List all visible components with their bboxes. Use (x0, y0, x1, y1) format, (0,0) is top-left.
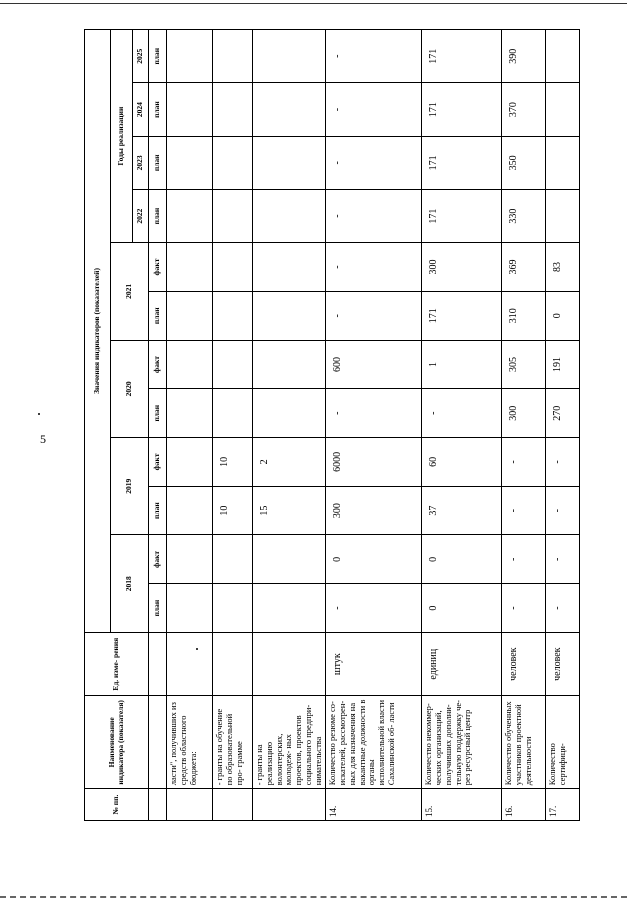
cell-2022-plan (167, 189, 213, 242)
row-name: Количество некоммер- ческих организаций, получивших дополни- тельную поддержку че- рез ресурсный центр (422, 696, 502, 789)
cell-2023-plan (213, 136, 253, 189)
cell-2022-plan (253, 189, 326, 242)
cell-2020-plan: 270 (546, 389, 580, 438)
cell-2019-fact: 10 (213, 438, 253, 487)
cell-2018-fact: 0 (326, 535, 422, 584)
cell-2018-plan (253, 584, 326, 633)
header-plan-2025: план (149, 30, 167, 83)
table-row (422, 30, 502, 821)
cell-2023-plan: - (326, 136, 422, 189)
cell-2018-fact (167, 535, 213, 584)
cell-2024-plan: 370 (502, 83, 546, 136)
cell-2019-fact: 60 (422, 438, 502, 487)
table-row (167, 30, 213, 821)
cell-2023-plan (546, 136, 580, 189)
cell-2024-plan: - (326, 83, 422, 136)
cell-2024-plan: 171 (422, 83, 502, 136)
cell-2021-fact (167, 243, 213, 292)
header-blank (149, 789, 167, 821)
header-plan-2021: план (149, 291, 167, 340)
cell-2020-fact: 1 (422, 340, 502, 389)
cell-2018-plan: 0 (422, 584, 502, 633)
cell-2021-fact (213, 243, 253, 292)
cell-2021-fact: 83 (546, 243, 580, 292)
row-unit: человек (546, 632, 580, 695)
cell-2023-plan (253, 136, 326, 189)
cell-2020-fact: 305 (502, 340, 546, 389)
row-unit: единиц (422, 632, 502, 695)
cell-2024-plan (253, 83, 326, 136)
cell-2019-plan: 300 (326, 486, 422, 535)
cell-2021-fact: 300 (422, 243, 502, 292)
table-row (213, 30, 253, 821)
cell-2020-plan (167, 389, 213, 438)
cell-2019-plan (167, 486, 213, 535)
cell-2019-plan: - (546, 486, 580, 535)
cell-2021-plan: 171 (422, 291, 502, 340)
cell-2021-plan: 310 (502, 291, 546, 340)
cell-2018-fact (253, 535, 326, 584)
cell-2018-plan (167, 584, 213, 633)
cell-2018-plan: - (502, 584, 546, 633)
header-year-2020: 2020 (111, 340, 149, 437)
row-name: Количество обученных участников проектной деятельности (502, 696, 546, 789)
header-plan-2023: план (149, 136, 167, 189)
cell-2025-plan (213, 30, 253, 83)
cell-2023-plan: 171 (422, 136, 502, 189)
cell-2020-plan: 300 (502, 389, 546, 438)
cell-2025-plan (167, 30, 213, 83)
table-row (326, 30, 422, 821)
header-name: Наименование индикатора (показателя) (85, 696, 149, 789)
cell-2021-plan (167, 291, 213, 340)
top-rule (0, 3, 627, 4)
cell-2018-fact (213, 535, 253, 584)
header-plan-2019: план (149, 486, 167, 535)
row-unit (167, 632, 213, 695)
cell-2020-fact: 191 (546, 340, 580, 389)
header-unit: Ед. изме- рения (85, 632, 149, 695)
cell-2019-fact: - (546, 438, 580, 487)
row-num: 15. (422, 789, 502, 821)
cell-2025-plan: 390 (502, 30, 546, 83)
header-num: № пп. (85, 789, 149, 821)
cell-2021-plan: 0 (546, 291, 580, 340)
row-name: - гранты на реализацию волонтерских, молодеж- ных проектов, проектов социального предпри- нимательства (253, 696, 326, 789)
cell-2019-fact: 2 (253, 438, 326, 487)
cell-2019-plan: 37 (422, 486, 502, 535)
cell-2021-plan (253, 291, 326, 340)
header-year-2022: 2022 (133, 189, 149, 242)
cell-2019-plan: - (502, 486, 546, 535)
header-years-group: Годы реализации (111, 30, 133, 243)
header-fact-2019: факт (149, 438, 167, 487)
cell-2023-plan: 350 (502, 136, 546, 189)
header-year-2018: 2018 (111, 535, 149, 632)
cell-2020-plan (213, 389, 253, 438)
row-name: - гранты на обучение по образовательной про- грамме (213, 696, 253, 789)
cell-2023-plan (167, 136, 213, 189)
header-blank (149, 696, 167, 789)
row-unit: штук (326, 632, 422, 695)
cell-2020-fact (167, 340, 213, 389)
header-year-2023: 2023 (133, 136, 149, 189)
header-fact-2021: факт (149, 243, 167, 292)
header-plan-2018: план (149, 584, 167, 633)
cell-2020-fact (253, 340, 326, 389)
cell-2022-plan: - (326, 189, 422, 242)
header-fact-2018: факт (149, 535, 167, 584)
cell-2018-plan: - (326, 584, 422, 633)
row-name: Количество сертифици- (546, 696, 580, 789)
table-row (546, 30, 580, 821)
header-plan-2022: план (149, 189, 167, 242)
cell-2018-fact: - (502, 535, 546, 584)
row-num: 17. (546, 789, 580, 821)
bottom-rule (0, 896, 627, 898)
cell-2020-fact (213, 340, 253, 389)
row-name: ласти", получивших из средств областного бюджета: (167, 696, 213, 789)
row-num: 16. (502, 789, 546, 821)
cell-2021-fact (253, 243, 326, 292)
cell-2018-fact: - (546, 535, 580, 584)
row-unit: человек (502, 632, 546, 695)
cell-2018-fact: 0 (422, 535, 502, 584)
cell-2018-plan: - (546, 584, 580, 633)
cell-2024-plan (167, 83, 213, 136)
indicator-table (84, 29, 580, 821)
header-year-2021: 2021 (111, 243, 149, 340)
row-name: Количество резюме со- искателей, рассмотрен- ных для назначения на вакантные должности в органы исполнительной власти Сахалинской об- ласти (326, 696, 422, 789)
header-year-2019: 2019 (111, 438, 149, 535)
cell-2022-plan (213, 189, 253, 242)
cell-2018-plan (213, 584, 253, 633)
cell-2022-plan: 171 (422, 189, 502, 242)
table-row (502, 30, 546, 821)
cell-2020-plan (253, 389, 326, 438)
cell-2025-plan (546, 30, 580, 83)
cell-2021-plan (213, 291, 253, 340)
row-unit (213, 632, 253, 695)
cell-2024-plan (546, 83, 580, 136)
header-year-2024: 2024 (133, 83, 149, 136)
table-row (253, 30, 326, 821)
row-num (213, 789, 253, 821)
cell-2020-plan: - (326, 389, 422, 438)
cell-2020-fact: 600 (326, 340, 422, 389)
scan-speck (38, 413, 40, 415)
row-num: 14. (326, 789, 422, 821)
cell-2019-fact: - (502, 438, 546, 487)
page-number: 5 (40, 432, 46, 446)
cell-2019-plan: 15 (253, 486, 326, 535)
row-unit (253, 632, 326, 695)
header-plan-2020: план (149, 389, 167, 438)
cell-2019-fact (167, 438, 213, 487)
cell-2024-plan (213, 83, 253, 136)
rotated-table-wrapper (84, 29, 576, 821)
cell-2022-plan: 330 (502, 189, 546, 242)
header-fact-2020: факт (149, 340, 167, 389)
cell-2019-plan: 10 (213, 486, 253, 535)
row-num (253, 789, 326, 821)
cell-2021-fact: 369 (502, 243, 546, 292)
header-year-2025: 2025 (133, 30, 149, 83)
cell-2022-plan (546, 189, 580, 242)
header-blank (149, 632, 167, 695)
cell-2020-plan: - (422, 389, 502, 438)
cell-2019-fact: 6000 (326, 438, 422, 487)
header-values-group: Значения индикаторов (показателей) (85, 30, 111, 633)
cell-2021-fact: - (326, 243, 422, 292)
cell-2025-plan: - (326, 30, 422, 83)
header-plan-2024: план (149, 83, 167, 136)
cell-2025-plan: 171 (422, 30, 502, 83)
cell-2025-plan (253, 30, 326, 83)
cell-2021-plan: - (326, 291, 422, 340)
row-num (167, 789, 213, 821)
